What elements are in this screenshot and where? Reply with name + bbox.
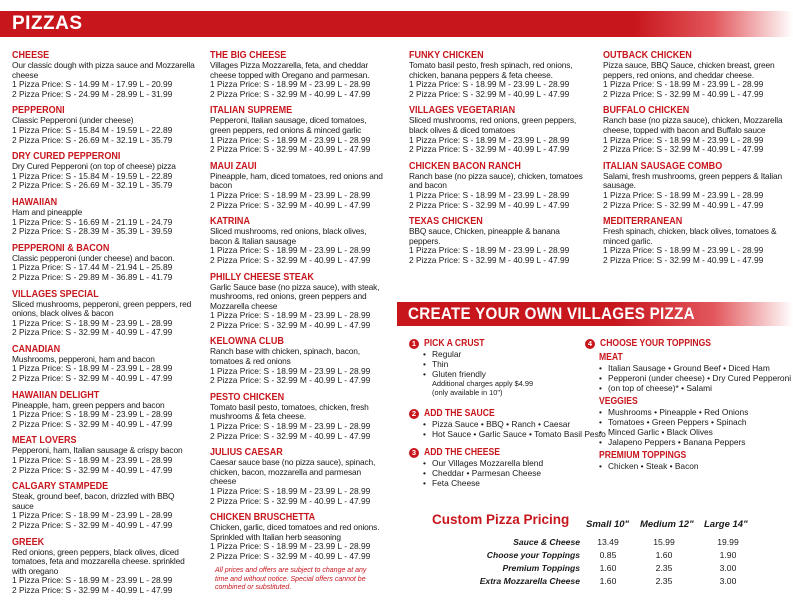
menu-item-price-1: 1 Pizza Price: S - 18.99 M - 23.99 L - 28.99 [409,189,570,200]
menu-item-price-2: 2 Pizza Price: S - 32.99 M - 40.99 L - 47.99 [210,254,371,265]
menu-item-name: MEAT LOVERS [12,434,77,447]
menu-item-description: Villages Pizza Mozzarella, feta, and cheddar cheese topped with Oregano and parmesan. [210,60,370,80]
menu-item-description: Classic pepperoni (under cheese) and bacon. [12,252,175,263]
pricing-value: 1.60 [655,550,673,560]
menu-item-price-2: 2 Pizza Price: S - 32.99 M - 40.99 L - 47.99 [12,373,173,384]
sauce-option: • Hot Sauce • Garlic Sauce • Tomato Basil Pesto [423,429,606,439]
toppings-premium-title: PREMIUM TOPPINGS [599,450,687,461]
menu-item-mediterranean [603,215,788,265]
menu-item-price-2: 2 Pizza Price: S - 32.99 M - 40.99 L - 47.99 [12,327,173,338]
step-number-2: 2 [409,409,419,419]
menu-item-price-2: 2 Pizza Price: S - 32.99 M - 40.99 L - 47.99 [603,199,764,210]
pricing-value: 15.99 [653,537,675,547]
menu-item-price-1: 1 Pizza Price: S - 18.99 M - 23.99 L - 28.99 [409,79,570,90]
menu-item-name: PHILLY CHEESE STEAK [210,270,314,283]
step-number-4: 4 [585,339,595,349]
menu-item-price-1: 1 Pizza Price: S - 18.99 M - 23.99 L - 28.99 [603,245,764,256]
menu-item-price-2: 2 Pizza Price: S - 32.99 M - 40.99 L - 47.99 [409,144,570,155]
menu-item-price-1: 1 Pizza Price: S - 18.99 M - 23.99 L - 28.99 [210,365,371,376]
menu-column-1 [12,49,197,601]
menu-item-price-2: 2 Pizza Price: S - 32.99 M - 40.99 L - 47.99 [210,88,371,99]
menu-item-price-2: 2 Pizza Price: S - 28.39 M - 35.39 L - 39.59 [12,226,173,237]
pizzas-title: PIZZAS [12,13,83,34]
menu-item-price-2: 2 Pizza Price: S - 32.99 M - 40.99 L - 47.99 [409,254,570,265]
menu-item-description: Ranch base (no pizza sauce), chicken, Mozzarella cheese, topped with bacon and Buffalo sauce [603,115,783,135]
step-title-crust: PICK A CRUST [424,338,485,349]
menu-item-name: PEPPERONI [12,104,65,117]
premium-list [599,461,791,471]
sauce-list [423,419,606,439]
menu-item-price-1: 1 Pizza Price: S - 18.99 M - 23.99 L - 28.99 [12,575,173,586]
menu-item-price-2: 2 Pizza Price: S - 32.99 M - 40.99 L - 47.99 [210,495,371,506]
pricing-row-label: Sauce & Cheese [513,537,580,547]
menu-item-description: Ham and pineapple [12,206,83,217]
pricing-row-extra-mozzarella-cheese [420,576,780,588]
pricing-value: 1.90 [719,550,737,560]
menu-item-name: FUNKY CHICKEN [409,49,484,61]
menu-item-buffalo-chicken [603,104,788,154]
cheese-option: • Cheddar • Parmesan Cheese [423,468,543,478]
menu-item-the-big-cheese [210,49,386,99]
menu-item-price-2: 2 Pizza Price: S - 32.99 M - 40.99 L - 47.99 [210,550,371,561]
pricing-row-label: Choose your Toppings [486,550,580,560]
menu-item-description: Sliced mushrooms, red onions, black olives, bacon & Italian sausage [210,226,367,246]
menu-item-price-2: 2 Pizza Price: S - 32.99 M - 40.99 L - 47.99 [603,254,764,265]
crust-list [423,349,533,379]
menu-item-dry-cured-pepperoni [12,150,197,191]
menu-item-price-2: 2 Pizza Price: S - 32.99 M - 40.99 L - 47.99 [12,584,173,595]
menu-item-description: Salami, fresh mushrooms, green peppers & Italian sausage. [603,170,783,191]
menu-item-price-2: 2 Pizza Price: S - 32.99 M - 40.99 L - 47.99 [210,319,371,330]
step-number-3: 3 [409,448,419,458]
menu-column-4 [603,49,788,271]
menu-item-description: Mushrooms, pepperoni, ham and bacon [12,353,155,364]
pricing-value: 0.85 [599,550,617,560]
menu-item-description: Pineapple, ham, green peppers and bacon [12,399,165,410]
menu-item-description: BBQ sauce, Chicken, pineapple & banana peppers. [409,226,560,246]
menu-item-price-1: 1 Pizza Price: S - 18.99 M - 23.99 L - 28.99 [603,79,764,90]
pricing-row-label: Extra Mozzarella Cheese [479,576,580,586]
menu-item-name: VILLAGES VEGETARIAN [409,104,516,117]
pizzas-banner [0,11,793,37]
menu-item-description: Garlic Sauce base (no pizza sauce), with steak, mushrooms, red onions, green peppers and Mozzarella cheese [210,281,380,311]
menu-item-price-1: 1 Pizza Price: S - 15.84 M - 19.59 L - 22.89 [12,170,173,181]
menu-item-price-1: 1 Pizza Price: S - 18.99 M - 23.99 L - 28.99 [12,317,173,328]
pricing-row-sauce-cheese [420,537,780,549]
menu-item-price-2: 2 Pizza Price: S - 32.99 M - 40.99 L - 47.99 [603,144,764,155]
menu-item-name: CHEESE [12,49,50,61]
toppings-meat-title: MEAT [599,352,623,363]
menu-item-italian-supreme [210,104,386,154]
crust-option: • Regular [423,349,533,359]
step-title-cheese: ADD THE CHEESE [424,447,500,458]
veggie-option: • Mushrooms • Pineapple • Red Onions [599,407,791,417]
step-pick-crust [409,338,533,397]
menu-item-cheese [12,49,197,99]
pricing-value: 3.00 [719,576,737,586]
cheese-option: • Feta Cheese [423,478,543,488]
menu-item-price-2: 2 Pizza Price: S - 32.99 M - 40.99 L - 47.99 [210,199,371,210]
menu-item-description: Ranch base with chicken, spinach, bacon, tomatoes & red onions [210,346,360,367]
meat-option: • Pepperoni (under cheese) • Dry Cured Pepperoni [599,373,791,383]
menu-item-price-2: 2 Pizza Price: S - 32.99 M - 40.99 L - 47.99 [210,375,371,386]
pricing-row-label: Premium Toppings [502,563,580,573]
menu-item-description: Chicken, garlic, diced tomatoes and red onions. Sprinkled with Italian herb seasoning [210,522,380,542]
crust-option: • Thin [423,359,533,369]
veggie-option: • Tomatoes • Green Peppers • Spinach [599,417,791,427]
menu-item-name: HAWAIIAN [12,195,58,208]
menu-item-chicken-bruschetta [210,511,386,561]
menu-column-3 [409,49,589,271]
menu-item-description: Pizza sauce, BBQ Sauce, chicken breast, green peppers, red onions, and cheddar cheese. [603,60,775,80]
menu-column-2 [210,49,386,567]
menu-item-texas-chicken [409,215,589,265]
pricing-value: 1.60 [599,563,617,573]
veggie-option: • Minced Garlic • Black Olives [599,427,791,437]
menu-item-name: ITALIAN SUPREME [210,104,293,117]
menu-item-hawaiian [12,196,197,237]
pricing-header-medium: Medium 12" [640,519,694,530]
menu-item-name: CANADIAN [12,342,61,355]
menu-item-price-1: 1 Pizza Price: S - 18.99 M - 23.99 L - 28.99 [210,79,371,90]
menu-item-description: Caesar sauce base (no pizza sauce), spinach, chicken, bacon, mozzarella and parmesan cheese [210,457,376,487]
menu-item-description: Pepperoni, Italian sausage, diced tomatoes, green peppers, red onions & minced garlic [210,115,367,135]
pricing-value: 19.99 [717,537,739,547]
menu-item-name: KELOWNA CLUB [210,335,284,348]
menu-item-price-2: 2 Pizza Price: S - 26.69 M - 32.19 L - 35.79 [12,180,173,191]
menu-item-name: ITALIAN SAUSAGE COMBO [603,159,723,172]
menu-item-description: Our classic dough with pizza sauce and Mozzarella cheese [12,60,195,80]
menu-item-price-1: 1 Pizza Price: S - 18.99 M - 23.99 L - 28.99 [409,134,570,145]
menu-item-price-1: 1 Pizza Price: S - 18.99 M - 23.99 L - 28.99 [603,134,764,145]
menu-item-kelowna-club [210,335,386,385]
menu-item-price-1: 1 Pizza Price: S - 17.44 M - 21.94 L - 25.89 [12,262,173,273]
pricing-value: 2.35 [655,576,673,586]
toppings-veggies-title: VEGGIES [599,396,638,407]
menu-item-description: Ranch base (no pizza sauce), chicken, tomatoes and bacon [409,170,583,191]
pricing-title: Custom Pizza Pricing [432,512,570,527]
menu-item-description: Dry Cured Pepperoni (on top of cheese) pizza [12,161,176,172]
crust-option: • Gluten friendly [423,369,533,379]
meat-option: • Italian Sausage • Ground Beef • Diced Ham [599,363,791,373]
menu-item-description: Tomato basil pesto, fresh spinach, red onions, chicken, banana peppers & feta cheese. [409,60,573,80]
menu-item-chicken-bacon-ranch [409,160,589,210]
menu-item-calgary-stampede [12,480,197,530]
create-your-own-banner [397,302,793,326]
meat-list [599,363,791,393]
menu-item-name: THE BIG CHEESE [210,49,287,61]
pricing-value: 2.35 [655,563,673,573]
menu-item-price-1: 1 Pizza Price: S - 18.99 M - 23.99 L - 28.99 [210,421,371,432]
menu-item-description: Fresh spinach, chicken, black olives, tomatoes & minced garlic. [603,226,777,246]
menu-item-name: CHICKEN BRUSCHETTA [210,511,316,524]
step-number-1: 1 [409,339,419,349]
menu-item-description: Steak, ground beef, bacon, drizzled with BBQ sauce [12,491,175,511]
menu-item-name: PEPPERONI & BACON [12,241,110,254]
menu-item-price-1: 1 Pizza Price: S - 16.69 M - 21.19 L - 24.79 [12,216,173,227]
menu-item-price-2: 2 Pizza Price: S - 32.99 M - 40.99 L - 47.99 [210,430,371,441]
menu-item-description: Sliced mushrooms, pepperoni, green peppers, red onions, black olives & bacon [12,298,192,319]
pricing-header-large: Large 14" [704,519,748,530]
menu-item-price-2: 2 Pizza Price: S - 29.89 M - 36.89 L - 41.79 [12,271,173,282]
menu-item-price-2: 2 Pizza Price: S - 32.99 M - 40.99 L - 47.99 [12,464,173,475]
menu-item-outback-chicken [603,49,788,99]
menu-item-name: DRY CURED PEPPERONI [12,150,121,163]
menu-item-price-2: 2 Pizza Price: S - 32.99 M - 40.99 L - 47.99 [12,418,173,429]
menu-item-name: OUTBACK CHICKEN [603,49,692,61]
menu-item-description: Classic Pepperoni (under cheese) [12,115,134,126]
menu-item-price-1: 1 Pizza Price: S - 18.99 M - 23.99 L - 28.99 [603,189,764,200]
menu-item-name: MEDITERRANEAN [603,215,683,228]
menu-item-maui-zaui [210,160,386,210]
menu-item-name: PESTO CHICKEN [210,390,285,403]
step-add-sauce [409,408,606,439]
menu-item-villages-vegetarian [409,104,589,154]
menu-item-price-2: 2 Pizza Price: S - 26.69 M - 32.19 L - 35.79 [12,134,173,145]
menu-item-pepperoni [12,104,197,145]
menu-item-canadian [12,343,197,384]
pricing-value: 1.60 [599,576,617,586]
veggie-option: • Jalapeno Peppers • Banana Peppers [599,437,791,447]
menu-item-julius-caesar [210,446,386,506]
menu-item-description: Tomato basil pesto, tomatoes, chicken, fresh mushrooms & feta cheese. [210,401,369,422]
menu-item-price-1: 1 Pizza Price: S - 18.99 M - 23.99 L - 28.99 [210,541,371,552]
create-your-own-title: CREATE YOUR OWN VILLAGES PIZZA [408,305,695,323]
sauce-option: • Pizza Sauce • BBQ • Ranch • Caesar [423,419,606,429]
menu-item-katrina [210,215,386,265]
premium-option: • Chicken • Steak • Bacon [599,461,791,471]
menu-item-price-1: 1 Pizza Price: S - 14.99 M - 17.99 L - 20.99 [12,79,173,90]
menu-item-price-1: 1 Pizza Price: S - 15.84 M - 19.59 L - 22.89 [12,124,173,135]
menu-item-name: HAWAIIAN DELIGHT [12,388,100,401]
menu-item-pesto-chicken [210,391,386,441]
disclaimer: All prices and offers are subject to change at any time and without notice. Special offers cannot be combined or substituted. [215,567,367,591]
menu-item-price-1: 1 Pizza Price: S - 18.99 M - 23.99 L - 28.99 [210,245,371,256]
menu-item-name: GREEK [12,535,45,548]
menu-item-hawaiian-delight [12,389,197,430]
menu-item-name: JULIUS CAESAR [210,446,283,459]
menu-item-price-1: 1 Pizza Price: S - 18.99 M - 23.99 L - 28.99 [12,363,173,374]
pricing-row-choose-your-toppings [420,550,780,562]
menu-item-price-2: 2 Pizza Price: S - 24.99 M - 28.99 L - 31.99 [12,88,173,99]
menu-item-price-1: 1 Pizza Price: S - 18.99 M - 23.99 L - 28.99 [12,510,173,521]
step-choose-toppings [585,338,791,471]
menu-item-price-1: 1 Pizza Price: S - 18.99 M - 23.99 L - 28.99 [409,245,570,256]
crust-note-availability: (only available in 10") [432,388,503,397]
menu-item-price-1: 1 Pizza Price: S - 18.99 M - 23.99 L - 28.99 [210,486,371,496]
menu-item-name: MAUI ZAUI [210,159,257,172]
veggies-list [599,407,791,447]
menu-item-greek [12,536,197,596]
step-title-sauce: ADD THE SAUCE [424,408,495,419]
menu-item-name: TEXAS CHICKEN [409,215,483,228]
menu-item-description: Red onions, green peppers, black olives, diced tomatoes, feta and mozzarella cheese. sprinkled with oregano [12,546,185,576]
pricing-value: 3.00 [719,563,737,573]
meat-option: • (on top of cheese)* • Salami [599,383,791,393]
pricing-header-small: Small 10" [586,519,630,530]
menu-item-pepperoni-bacon [12,242,197,283]
menu-item-price-2: 2 Pizza Price: S - 32.99 M - 40.99 L - 47.99 [12,520,173,530]
menu-item-name: KATRINA [210,215,250,228]
menu-item-price-1: 1 Pizza Price: S - 18.99 M - 23.99 L - 28.99 [210,189,371,200]
cheese-option: • Our Villages Mozzarella blend [423,458,543,468]
pricing-row-premium-toppings [420,563,780,575]
menu-item-price-2: 2 Pizza Price: S - 32.99 M - 40.99 L - 47.99 [603,88,764,99]
cheese-list [423,458,543,488]
menu-item-description: Sliced mushrooms, red onions, green peppers, black olives & diced tomatoes [409,115,577,135]
menu-item-price-2: 2 Pizza Price: S - 32.99 M - 40.99 L - 47.99 [409,199,570,210]
menu-item-name: VILLAGES SPECIAL [12,287,99,300]
menu-item-meat-lovers [12,434,197,475]
menu-item-name: CHICKEN BACON RANCH [409,159,521,172]
menu-item-price-1: 1 Pizza Price: S - 18.99 M - 23.99 L - 28.99 [12,409,173,420]
menu-item-description: Pepperoni, ham, Italian sausage & crispy bacon [12,445,183,456]
menu-item-price-1: 1 Pizza Price: S - 18.99 M - 23.99 L - 28.99 [210,310,371,321]
step-add-cheese [409,447,543,488]
menu-item-funky-chicken [409,49,589,99]
menu-item-philly-cheese-steak [210,271,386,331]
step-title-toppings: CHOOSE YOUR TOPPINGS [600,338,712,349]
menu-item-italian-sausage-combo [603,160,788,210]
menu-item-price-1: 1 Pizza Price: S - 18.99 M - 23.99 L - 28.99 [210,134,371,145]
menu-item-price-2: 2 Pizza Price: S - 32.99 M - 40.99 L - 47.99 [409,88,570,99]
menu-item-villages-special [12,288,197,338]
menu-item-price-2: 2 Pizza Price: S - 32.99 M - 40.99 L - 47.99 [210,144,371,155]
menu-item-price-1: 1 Pizza Price: S - 18.99 M - 23.99 L - 28.99 [12,455,173,466]
menu-item-name: BUFFALO CHICKEN [603,104,690,117]
pricing-value: 13.49 [597,537,619,547]
menu-item-name: CALGARY STAMPEDE [12,480,109,493]
menu-item-description: Pineapple, ham, diced tomatoes, red onions and bacon [210,170,383,191]
crust-note: Additional charges apply $4.99 [432,379,534,388]
